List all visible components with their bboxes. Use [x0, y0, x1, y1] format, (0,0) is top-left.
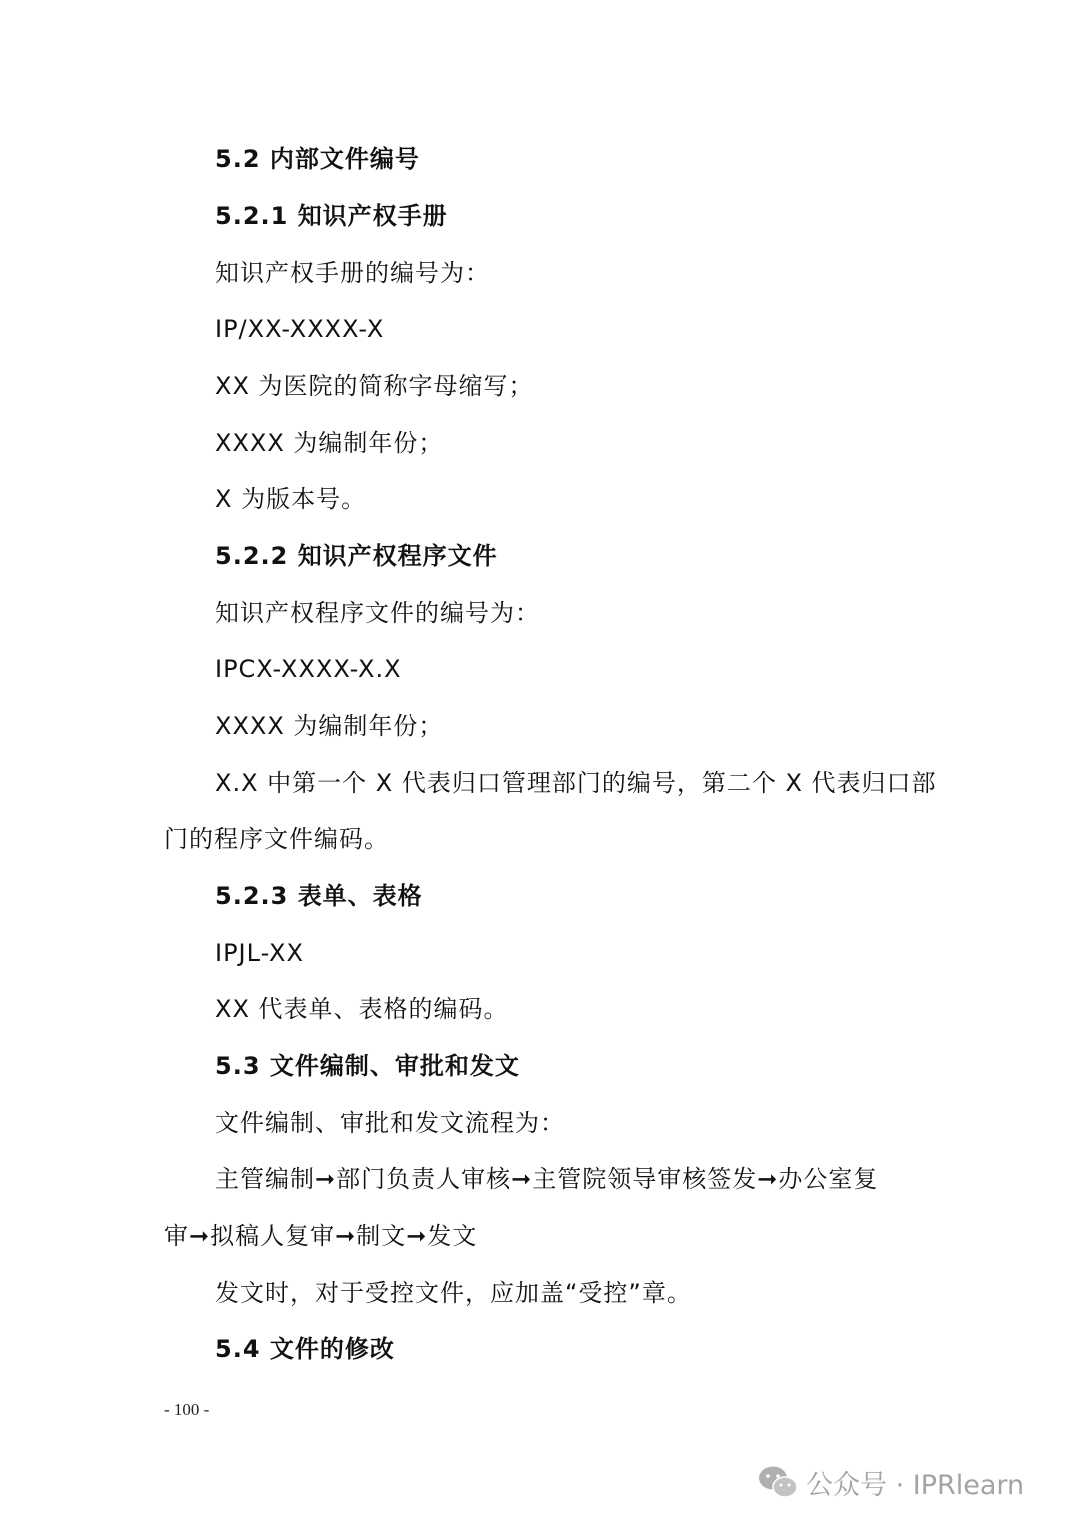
paragraph-line: XXXX 为编制年份； [215, 712, 444, 740]
paragraph-line: XX 为医院的简称字母缩写； [215, 372, 534, 400]
code-format-line: IP/XX-XXXX-X [215, 315, 385, 343]
paragraph-line: XXXX 为编制年份； [215, 429, 444, 457]
wechat-icon [758, 1465, 798, 1499]
section-heading-5-2-3: 5.2.3 表单、表格 [215, 882, 423, 910]
section-heading-5-2: 5.2 内部文件编号 [215, 145, 420, 173]
code-format-line: IPCX-XXXX-X.X [215, 655, 402, 683]
watermark [758, 1462, 1024, 1502]
section-heading-5-3: 5.3 文件编制、审批和发文 [215, 1052, 520, 1080]
paragraph-line: 主管编制➞部门负责人审核➞主管院领导审核签发➞办公室复 [215, 1165, 879, 1193]
section-heading-5-2-2: 5.2.2 知识产权程序文件 [215, 542, 498, 570]
paragraph-line: 审➞拟稿人复审➞制文➞发文 [164, 1222, 478, 1250]
paragraph-line: 知识产权手册的编号为： [215, 259, 490, 287]
paragraph-line: 门的程序文件编码。 [164, 825, 389, 853]
paragraph-line: XX 代表单、表格的编码。 [215, 995, 509, 1023]
paragraph-line: 文件编制、审批和发文流程为： [215, 1109, 565, 1137]
paragraph-line: 知识产权程序文件的编号为： [215, 599, 540, 627]
paragraph-line: X 为版本号。 [215, 485, 367, 513]
paragraph-line: X.X 中第一个 X 代表归口管理部门的编号，第二个 X 代表归口部 [215, 769, 937, 797]
page-number: - 100 - [164, 1400, 210, 1419]
watermark-text: 公众号 · IPRlearn [806, 1469, 1025, 1501]
paragraph-line: 发文时，对于受控文件，应加盖“受控”章。 [215, 1279, 692, 1307]
section-heading-5-2-1: 5.2.1 知识产权手册 [215, 202, 448, 230]
code-format-line: IPJL-XX [215, 939, 304, 967]
section-heading-5-4: 5.4 文件的修改 [215, 1335, 395, 1363]
